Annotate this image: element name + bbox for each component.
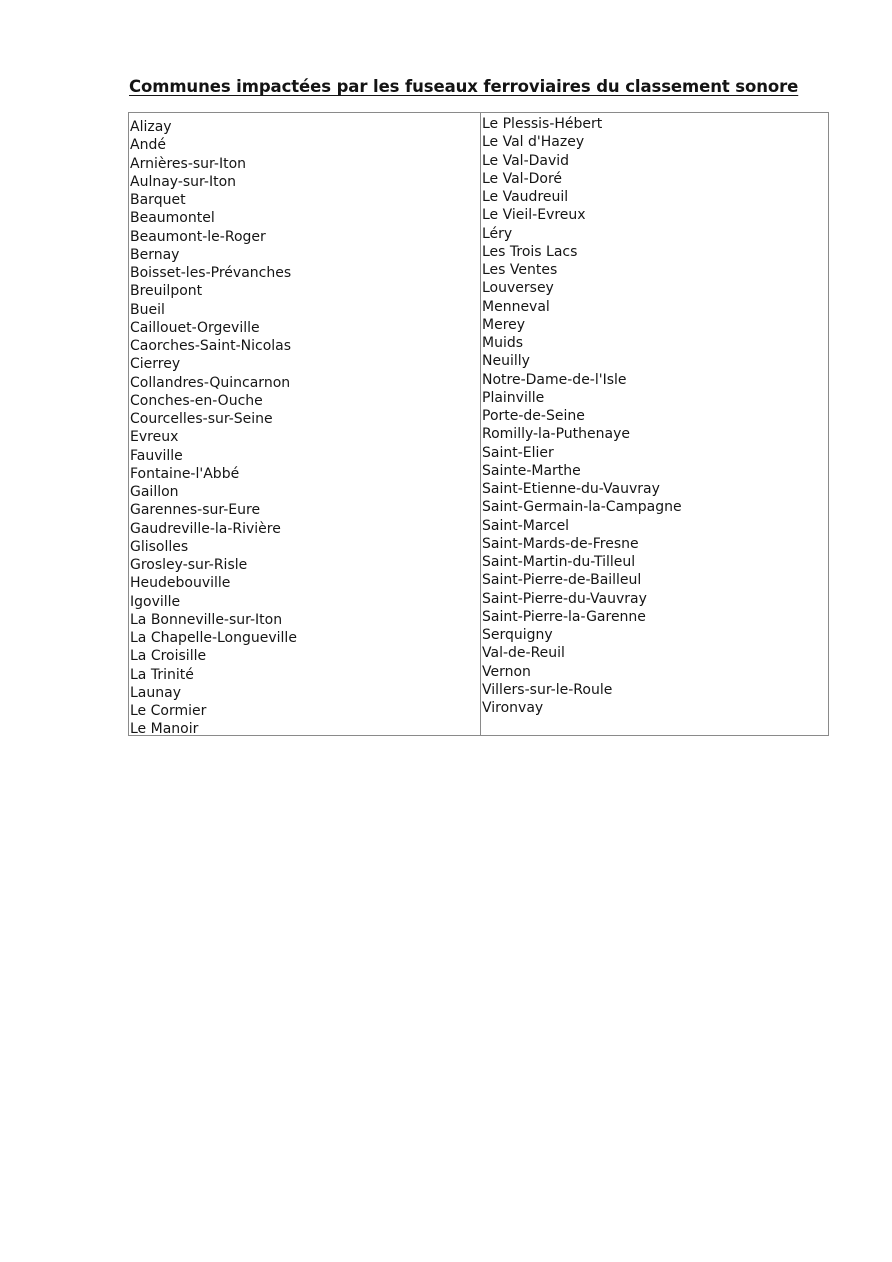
commune-item: La Chapelle-Longueville (130, 630, 297, 646)
commune-item: Heudebouville (130, 575, 231, 592)
commune-item: Launay (130, 684, 181, 701)
commune-item: Evreux (130, 429, 179, 446)
commune-item: Saint-Germain-la-Campagne (482, 499, 682, 516)
commune-item: Saint-Pierre-la-Garenne (482, 608, 646, 625)
commune-item: Saint-Pierre-du-Vauvray (482, 590, 647, 607)
commune-item: Le Cormier (130, 703, 207, 719)
commune-item: Vironvay (482, 700, 544, 716)
commune-item: Gaillon (130, 484, 179, 500)
commune-item: Bernay (130, 246, 180, 263)
commune-item: Neuilly (482, 353, 530, 370)
commune-item: Le Val d'Hazey (482, 134, 585, 151)
commune-item: Le Val-David (482, 152, 570, 169)
commune-item: Fauville (130, 447, 183, 464)
commune-item: Collandres-Quincarnon (130, 374, 291, 391)
commune-item: Saint-Martin-du-Tilleul (482, 554, 636, 570)
communes-table (128, 112, 829, 736)
commune-item: Saint-Pierre-de-Bailleul (482, 572, 642, 589)
commune-item: Bueil (130, 301, 165, 318)
commune-item: Le Manoir (130, 721, 199, 735)
commune-item: Gaudreville-la-Rivière (130, 520, 281, 537)
commune-item: Léry (482, 225, 513, 242)
commune-item: Saint-Elier (482, 444, 554, 461)
commune-item: Louversey (482, 280, 554, 297)
commune-item: Villers-sur-le-Roule (482, 681, 613, 698)
commune-item: Notre-Dame-de-l'Isle (482, 371, 627, 388)
commune-item: Le Vaudreuil (482, 189, 569, 205)
commune-item: Le Plessis-Hébert (482, 116, 603, 132)
commune-item: Serquigny (482, 627, 553, 643)
commune-item: Andé (130, 137, 166, 154)
commune-item: Plainville (482, 389, 545, 406)
communes-column-left (129, 113, 481, 735)
commune-item: Saint-Mards-de-Fresne (482, 535, 639, 552)
commune-item: Le Val-Doré (482, 170, 563, 187)
commune-item: Val-de-Reuil (482, 645, 565, 662)
commune-item: Fontaine-l'Abbé (130, 465, 240, 482)
commune-item: Muids (482, 335, 524, 351)
commune-item: La Croisille (130, 648, 207, 665)
commune-item: Arnières-sur-Iton (130, 155, 247, 172)
commune-item: Caillouet-Orgeville (130, 319, 260, 336)
commune-item: Les Trois Lacs (482, 243, 578, 260)
commune-item: Merey (482, 316, 526, 333)
communes-column-right (481, 113, 828, 735)
commune-item: Alizay (130, 119, 172, 135)
commune-item: Aulnay-sur-Iton (130, 173, 237, 190)
commune-item: Les Ventes (482, 262, 558, 278)
commune-item: Saint-Etienne-du-Vauvray (482, 481, 660, 497)
commune-item: Cierrey (130, 356, 181, 373)
commune-item: Barquet (130, 192, 186, 208)
page-title: Communes impactées par les fuseaux ferroviaires du classement sonore (129, 77, 799, 96)
commune-item: La Trinité (130, 666, 194, 683)
commune-item: Caorches-Saint-Nicolas (130, 338, 292, 354)
commune-item: Porte-de-Seine (482, 408, 585, 424)
commune-item: Le Vieil-Evreux (482, 207, 586, 224)
commune-item: Beaumontel (130, 210, 215, 227)
commune-item: Romilly-la-Puthenaye (482, 426, 630, 443)
commune-item: Garennes-sur-Eure (130, 502, 261, 519)
commune-item: Glisolles (130, 538, 189, 555)
commune-item: Conches-en-Ouche (130, 392, 263, 409)
commune-item: Saint-Marcel (482, 517, 570, 534)
commune-item: Grosley-sur-Risle (130, 557, 248, 573)
commune-item: Courcelles-sur-Seine (130, 411, 273, 427)
commune-item: Sainte-Marthe (482, 462, 581, 479)
commune-item: Igoville (130, 593, 181, 610)
commune-item: Vernon (482, 663, 531, 680)
commune-item: Boisset-les-Prévanches (130, 265, 292, 281)
commune-item: Breuilpont (130, 283, 203, 300)
commune-item: Menneval (482, 298, 550, 315)
commune-item: La Bonneville-sur-Iton (130, 611, 283, 628)
commune-item: Beaumont-le-Roger (130, 228, 266, 245)
